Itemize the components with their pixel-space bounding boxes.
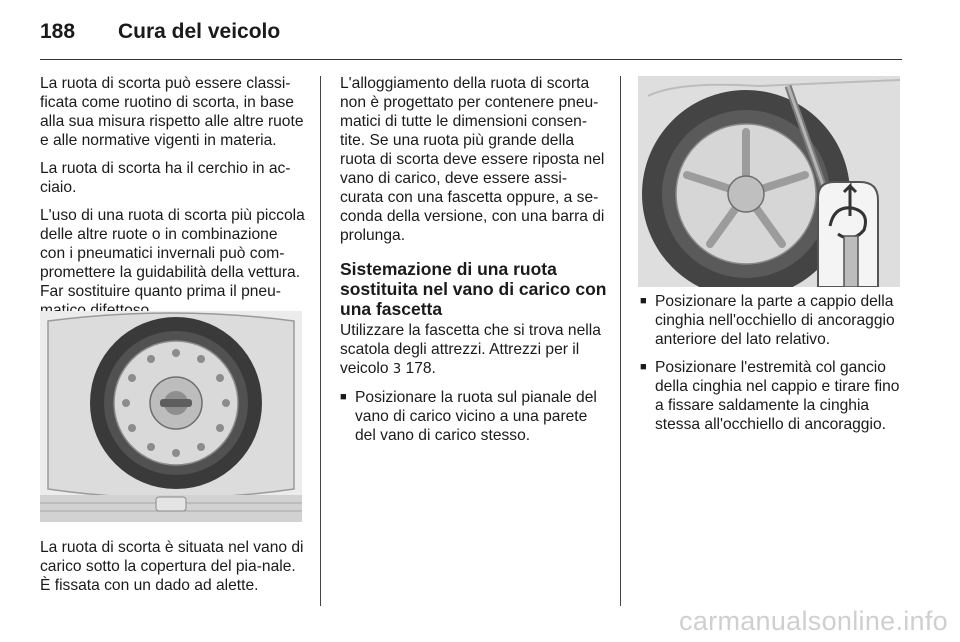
column-3 — [640, 292, 906, 443]
instruction-list — [340, 388, 608, 445]
paragraph — [340, 321, 608, 379]
page-header — [40, 20, 902, 60]
paragraph: La ruota di scorta può essere classi-ficata come ruotino di scorta, in base alla sua misura rispetto alle altre ruote e alle normative vigenti in materia. — [40, 75, 304, 149]
column-1 — [40, 74, 306, 329]
strap-drawing — [638, 76, 900, 287]
column-2 — [340, 74, 608, 454]
column-divider-1 — [320, 76, 321, 606]
intro-text: Utilizzare la fascetta che si trova nella scatola degli attrezzi. Attrezzi per il veicolo — [340, 322, 601, 377]
strap-illustration — [638, 76, 900, 287]
spare-wheel-drawing — [40, 311, 302, 522]
paragraph: La ruota di scorta ha il cerchio in ac-ciaio. — [40, 160, 291, 196]
header-divider — [40, 59, 902, 60]
section-heading: Sistemazione di una ruota sostituita nel vano di carico con una fascetta — [340, 259, 607, 319]
list-item: ■ Posizionare la ruota sul pianale del vano di carico vicino a una parete del vano di carico stesso. — [340, 388, 608, 445]
page-number: 188 — [40, 20, 76, 43]
page-reference-icon: 3 — [392, 362, 402, 377]
figure-caption: La ruota di scorta è situata nel vano di carico sotto la copertura del pia-nale. È fissata con un dado ad alette. — [40, 539, 304, 594]
instruction-list — [640, 292, 906, 434]
list-item: ■ Posizionare l'estremità col gancio della cinghia nel cappio e tirare fino a fissare saldamente la cinghia stessa all'occhiello di ancoraggio. — [640, 358, 906, 434]
page-reference: 178. — [405, 360, 436, 377]
watermark: carmanualsonline.info — [679, 606, 948, 636]
paragraph: L'uso di una ruota di scorta più piccola delle altre ruote o in combinazione con i pneumatici invernali può com-promettere la guidabilità della vettura. Far sostituire quanto prima il pneu- — [40, 207, 305, 300]
list-item: ■ Posizionare la parte a cappio della cinghia nell'occhiello di ancoraggio anteriore del lato relativo. — [640, 292, 906, 349]
spare-wheel-illustration — [40, 311, 302, 522]
page-title: Cura del veicolo — [118, 20, 281, 43]
column-divider-2 — [620, 76, 621, 606]
paragraph: L'alloggiamento della ruota di scorta non è progettato per contenere pneu-matici di tutte le dimensioni consen-tite. Se una ruota più grande della ruota di scorta deve essere riposta nel vano di carico, deve essere assi-curata con una fascetta oppure, a se-conda della versione, con una barra di prolunga. — [340, 75, 605, 244]
